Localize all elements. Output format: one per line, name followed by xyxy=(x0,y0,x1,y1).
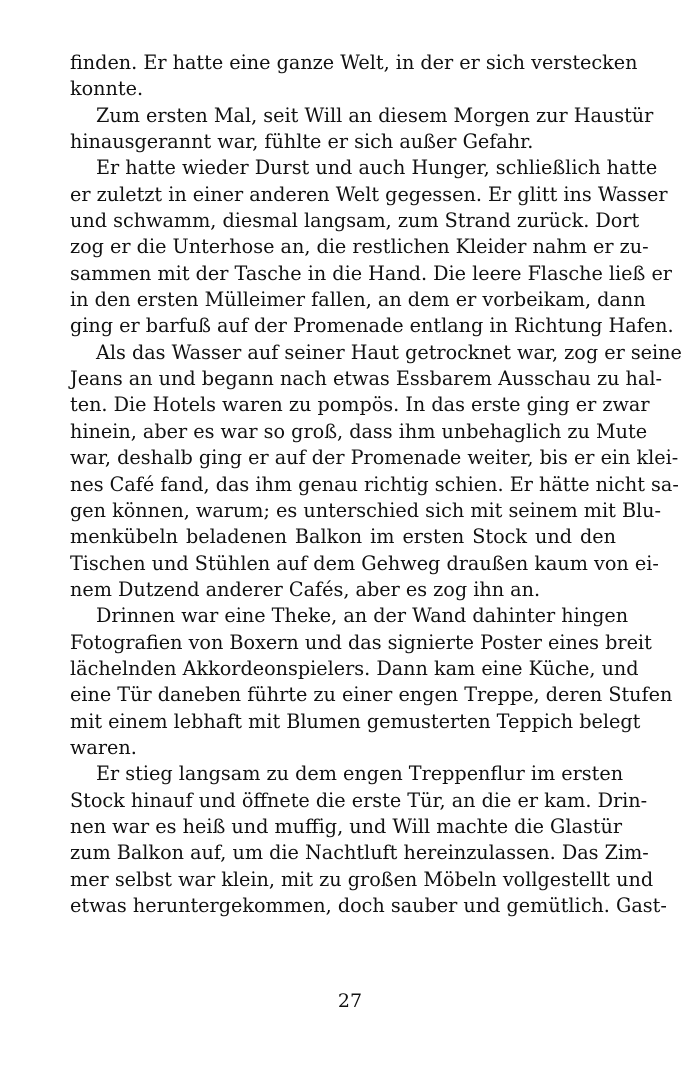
text-line: Er stieg langsam zu dem engen Treppenflur im ersten xyxy=(96,762,624,786)
text-line: war, deshalb ging er auf der Promenade weiter, bis er ein klei- xyxy=(70,446,679,470)
text-line: Fotografien von Boxern und das signierte Poster eines breit xyxy=(70,630,652,654)
text-line: nes Café fand, das ihm genau richtig schien. Er hätte nicht sa- xyxy=(70,472,679,496)
text-line: finden. Er hatte eine ganze Welt, in der er sich verstecken xyxy=(70,51,638,74)
text-line: hinein, aber es war so groß, dass ihm unbehaglich zu Mute xyxy=(70,419,648,443)
text-line: nem Dutzend anderer Cafés, aber es zog ihn an. xyxy=(70,577,541,601)
text-line: Er hatte wieder Durst und auch Hunger, schließlich hatte xyxy=(96,156,658,180)
text-line: waren. xyxy=(70,735,137,759)
text-line: er zuletzt in einer anderen Welt gegessen. Er glitt ins Wasser xyxy=(70,182,668,206)
text-line: etwas heruntergekommen, doch sauber und gemütlich. Gast- xyxy=(70,894,667,917)
text-line: lächelnden Akkordeonspielers. Dann kam eine Küche, und xyxy=(70,656,639,680)
text-line: mit einem lebhaft mit Blumen gemusterten Teppich belegt xyxy=(70,709,641,733)
text-line: nen war es heiß und muffig, und Will machte die Glastür xyxy=(70,814,623,838)
text-line: konnte. xyxy=(70,77,144,101)
text-line: hinausgerannt war, fühlte er sich außer Gefahr. xyxy=(70,130,534,154)
paragraph xyxy=(70,103,654,156)
paragraph xyxy=(70,340,682,603)
text-line: zog er die Unterhose an, die restlichen Kleider nahm er zu- xyxy=(70,235,649,259)
paragraph xyxy=(70,155,674,339)
text-line: gen können, warum; es unterschied sich mit seinem mit Blu- xyxy=(70,498,662,522)
text-line: ten. Die Hotels waren zu pompös. In das erste ging er zwar xyxy=(70,393,650,417)
text-line: Tischen und Stühlen auf dem Gehweg draußen kaum von ei- xyxy=(70,551,659,575)
text-line: und schwamm, diesmal langsam, zum Strand zurück. Dort xyxy=(70,209,640,233)
text-line: in den ersten Mülleimer fallen, an dem er vorbeikam, dann xyxy=(70,288,646,312)
text-line: Zum ersten Mal, seit Will an diesem Morgen zur Haustür xyxy=(96,103,654,127)
text-line: Drinnen war eine Theke, an der Wand dahinter hingen xyxy=(96,604,629,628)
text-line: mer selbst war klein, mit zu großen Möbeln vollgestellt und xyxy=(70,867,654,891)
paragraph xyxy=(70,50,638,103)
text-line: Stock hinauf und öffnete die erste Tür, an die er kam. Drin- xyxy=(70,788,648,812)
text-line: sammen mit der Tasche in die Hand. Die leere Flasche ließ er xyxy=(70,261,672,285)
text-line: Als das Wasser auf seiner Haut getrocknet war, zog er seine xyxy=(96,340,682,364)
text-line: menkübeln beladenen Balkon im ersten Stock und den xyxy=(70,525,616,549)
paragraph xyxy=(70,603,673,761)
text-line: eine Tür daneben führte zu einer engen Treppe, deren Stufen xyxy=(70,683,673,707)
body-text xyxy=(70,50,682,919)
text-line: ging er barfuß auf der Promenade entlang in Richtung Hafen. xyxy=(70,314,674,338)
text-line: Jeans an und begann nach etwas Essbarem Ausschau zu hal- xyxy=(70,367,662,391)
page-number: 27 xyxy=(337,990,363,1012)
paragraph xyxy=(70,761,667,919)
text-line: zum Balkon auf, um die Nachtluft hereinzulassen. Das Zim- xyxy=(70,841,649,865)
